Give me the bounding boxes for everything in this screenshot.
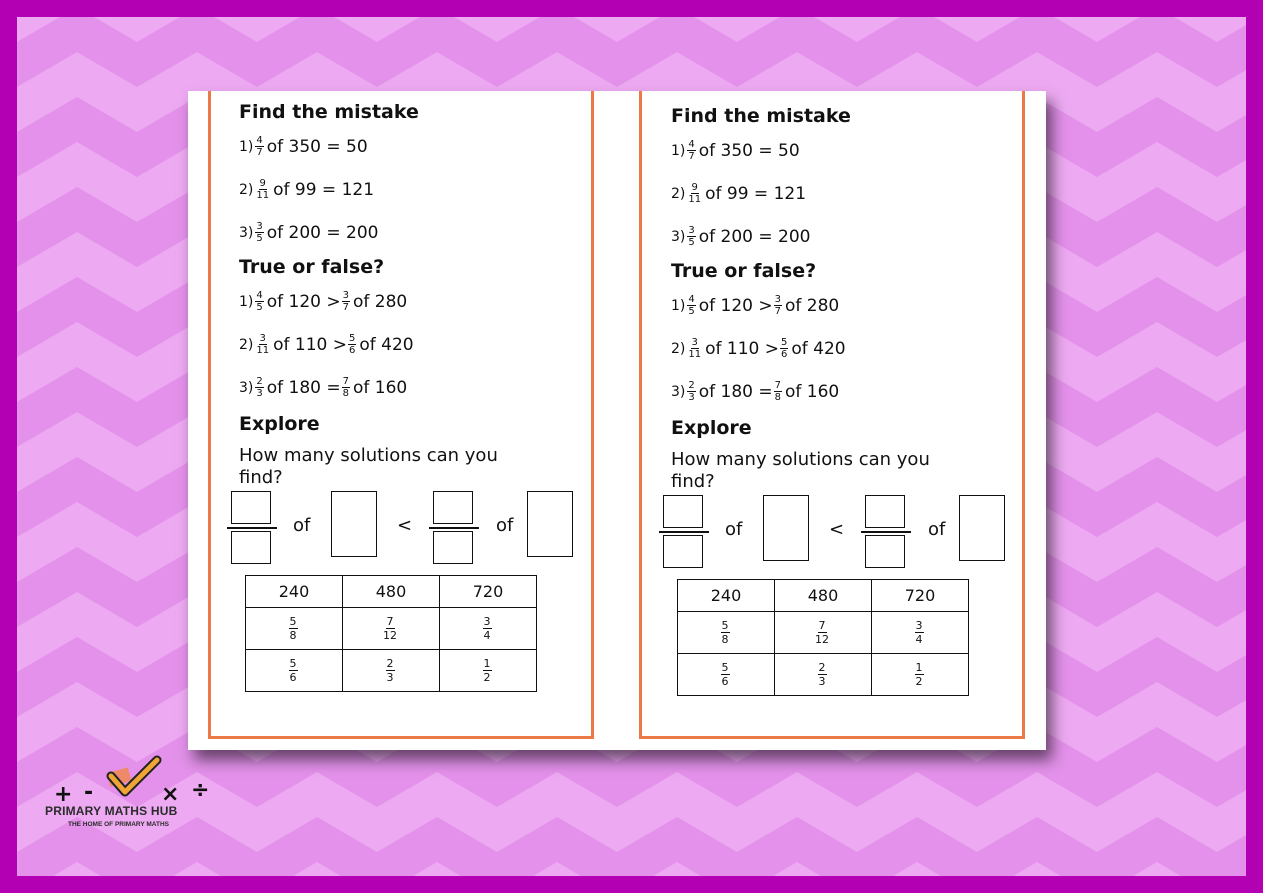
fraction-numerator: 3 [691, 337, 698, 348]
fraction [687, 337, 702, 360]
find-mistake-item [671, 129, 1011, 172]
answer-numerator-box [865, 495, 905, 528]
value-table [245, 575, 537, 692]
fraction-denominator: 8 [342, 388, 350, 399]
item-text: of 99 = 121 [273, 179, 375, 200]
fraction-denominator: 5 [688, 237, 695, 248]
fraction-denominator: 12 [383, 629, 397, 642]
fraction-numerator: 3 [259, 333, 266, 344]
fraction-denominator: 6 [289, 671, 297, 684]
fraction [289, 615, 298, 642]
answer-box [331, 491, 377, 557]
explore-question: How many solutions can you find? [671, 449, 930, 492]
fraction-numerator: 4 [688, 139, 695, 150]
fraction [342, 376, 350, 399]
fraction-comparison-row [227, 491, 579, 571]
of-label: of [293, 515, 311, 536]
fraction-numerator: 1 [915, 661, 923, 674]
fraction-denominator: 5 [256, 302, 263, 313]
item-text: of 180 = [698, 381, 773, 402]
panel-content [671, 103, 1011, 695]
item-number: 3) [671, 228, 686, 245]
find-mistake-heading: Find the mistake [239, 101, 419, 123]
item-text: of 420 [359, 334, 414, 355]
fraction-numerator: 5 [349, 333, 356, 344]
find-mistake-item [671, 172, 1011, 215]
item-text: of 120 > [266, 291, 341, 312]
table-cell [343, 608, 440, 650]
true-or-false-item [671, 284, 1011, 327]
find-mistake-item [239, 125, 579, 168]
answer-box [959, 495, 1005, 561]
table-header-cell: 480 [775, 580, 872, 612]
table-header-row [678, 580, 969, 612]
answer-numerator-box [663, 495, 703, 528]
fraction [915, 619, 924, 646]
table-row [246, 608, 537, 650]
fraction-denominator: 4 [915, 633, 923, 646]
of-label: of [928, 519, 946, 540]
find-mistake-item [671, 215, 1011, 258]
fraction-bar [227, 527, 277, 529]
fraction-numerator: 7 [818, 619, 826, 632]
fraction-numerator: 2 [256, 376, 263, 387]
fraction [721, 619, 730, 646]
panel-content [239, 99, 579, 691]
fraction-denominator: 6 [781, 349, 788, 360]
fraction [255, 333, 270, 356]
answer-denominator-box [663, 535, 703, 568]
fraction-denominator: 11 [688, 349, 702, 360]
fraction-comparison-row [659, 495, 1011, 575]
answer-denominator-box [231, 531, 271, 564]
fraction-numerator: 3 [483, 615, 491, 628]
fraction-bar [429, 527, 479, 529]
item-number: 3) [239, 379, 254, 396]
true-or-false-item [239, 366, 579, 409]
table-cell [246, 650, 343, 692]
minus-icon: - [84, 780, 94, 805]
item-number: 2) [239, 336, 254, 353]
multiply-icon: × [161, 782, 180, 807]
fraction-denominator: 3 [386, 671, 394, 684]
primary-maths-hub-logo [40, 752, 230, 832]
item-text: of 160 [353, 377, 408, 398]
less-than-sign: < [397, 515, 413, 536]
table-cell [775, 612, 872, 654]
fraction-denominator: 11 [688, 194, 702, 205]
item-text: of 99 = 121 [705, 183, 807, 204]
item-text: of 280 [353, 291, 408, 312]
table-cell [440, 608, 537, 650]
item-text: of 200 = 200 [698, 226, 811, 247]
fraction [386, 657, 395, 684]
worksheet-page [188, 91, 1046, 750]
fraction-denominator: 7 [688, 151, 695, 162]
table-cell [775, 654, 872, 696]
item-number: 1) [671, 297, 686, 314]
value-table-wrapper [239, 571, 579, 691]
fraction-numerator: 5 [781, 337, 788, 348]
table-cell [678, 654, 775, 696]
true-or-false-heading: True or false? [671, 260, 817, 282]
item-number: 1) [239, 293, 254, 310]
fraction [687, 294, 695, 317]
fraction [289, 657, 298, 684]
fraction-numerator: 7 [774, 380, 782, 391]
table-header-cell: 480 [343, 576, 440, 608]
fraction-denominator: 3 [256, 388, 263, 399]
fraction [255, 135, 263, 158]
find-mistake-item [239, 168, 579, 211]
fraction [915, 661, 924, 688]
answer-denominator-box [865, 535, 905, 568]
fraction-numerator: 2 [818, 661, 826, 674]
table-row [678, 612, 969, 654]
fraction-numerator: 3 [774, 294, 782, 305]
fraction [721, 661, 730, 688]
fraction-numerator: 5 [721, 661, 729, 674]
explore-question: How many solutions can you find? [239, 445, 498, 488]
find-mistake-item [239, 211, 579, 254]
fraction-numerator: 5 [721, 619, 729, 632]
table-cell [678, 612, 775, 654]
fraction-numerator: 9 [691, 182, 698, 193]
answer-numerator-box [231, 491, 271, 524]
item-number: 2) [239, 181, 254, 198]
logo-tagline: THE HOME OF PRIMARY MATHS [68, 821, 169, 828]
item-number: 2) [671, 185, 686, 202]
fraction-denominator: 5 [688, 306, 695, 317]
true-or-false-item [671, 327, 1011, 370]
fraction-numerator: 2 [688, 380, 695, 391]
fraction-denominator: 7 [774, 306, 782, 317]
fraction-numerator: 1 [483, 657, 491, 670]
fraction-denominator: 3 [818, 675, 826, 688]
item-text: of 160 [785, 381, 840, 402]
true-or-false-item [239, 280, 579, 323]
fraction-denominator: 6 [349, 345, 356, 356]
less-than-sign: < [829, 519, 845, 540]
fraction-bar [861, 531, 911, 533]
fraction-numerator: 7 [386, 615, 394, 628]
plus-icon: + [54, 782, 73, 807]
fraction-denominator: 8 [289, 629, 297, 642]
fraction-numerator: 3 [342, 290, 350, 301]
worksheet-panel-right [639, 91, 1025, 739]
fraction-numerator: 4 [256, 135, 263, 146]
fraction [342, 290, 350, 313]
table-header-cell: 240 [678, 580, 775, 612]
item-number: 2) [671, 340, 686, 357]
item-text: of 200 = 200 [266, 222, 379, 243]
fraction [687, 182, 702, 205]
fraction-numerator: 5 [289, 615, 297, 628]
answer-box [527, 491, 573, 557]
fraction [255, 178, 270, 201]
fraction [687, 380, 695, 403]
fraction [255, 376, 263, 399]
table-cell [872, 612, 969, 654]
fraction-denominator: 6 [721, 675, 729, 688]
table-header-cell: 240 [246, 576, 343, 608]
fraction-denominator: 11 [256, 190, 270, 201]
item-text: of 280 [785, 295, 840, 316]
table-header-row [246, 576, 537, 608]
table-row [678, 654, 969, 696]
fraction-numerator: 3 [256, 221, 263, 232]
item-text: of 110 > [273, 334, 347, 355]
fraction-numerator: 9 [259, 178, 266, 189]
fraction-bar [659, 531, 709, 533]
item-text: of 180 = [266, 377, 341, 398]
table-row [246, 650, 537, 692]
fraction-numerator: 3 [915, 619, 923, 632]
item-number: 1) [671, 142, 686, 159]
fraction-denominator: 12 [815, 633, 829, 646]
item-text: of 110 > [705, 338, 779, 359]
fraction-denominator: 11 [256, 345, 270, 356]
fraction [255, 290, 263, 313]
fraction-denominator: 5 [256, 233, 263, 244]
fraction-denominator: 8 [721, 633, 729, 646]
answer-denominator-box [433, 531, 473, 564]
fraction-numerator: 2 [386, 657, 394, 670]
answer-box [763, 495, 809, 561]
fraction [774, 294, 782, 317]
explore-heading: Explore [239, 413, 320, 435]
fraction [483, 615, 492, 642]
fraction-denominator: 2 [483, 671, 491, 684]
table-cell [872, 654, 969, 696]
fraction [814, 619, 830, 646]
fraction [483, 657, 492, 684]
worksheet-panel-left [208, 91, 594, 739]
true-or-false-heading: True or false? [239, 256, 385, 278]
explore-heading: Explore [671, 417, 752, 439]
fraction-numerator: 3 [688, 225, 695, 236]
fraction [687, 225, 695, 248]
fraction [348, 333, 356, 356]
of-label: of [496, 515, 514, 536]
fraction-numerator: 4 [256, 290, 263, 301]
table-header-cell: 720 [872, 580, 969, 612]
item-number: 3) [239, 224, 254, 241]
fraction [255, 221, 263, 244]
item-number: 3) [671, 383, 686, 400]
fraction-denominator: 7 [342, 302, 350, 313]
fraction-denominator: 4 [483, 629, 491, 642]
table-cell [440, 650, 537, 692]
fraction-numerator: 4 [688, 294, 695, 305]
item-text: of 420 [791, 338, 846, 359]
fraction [818, 661, 827, 688]
divide-icon: ÷ [191, 778, 210, 803]
table-cell [246, 608, 343, 650]
fraction [774, 380, 782, 403]
fraction [687, 139, 695, 162]
item-number: 1) [239, 138, 254, 155]
logo-brand-name: PRIMARY MATHS HUB [45, 804, 178, 818]
true-or-false-item [671, 370, 1011, 413]
table-header-cell: 720 [440, 576, 537, 608]
answer-numerator-box [433, 491, 473, 524]
fraction [780, 337, 788, 360]
fraction-denominator: 8 [774, 392, 782, 403]
fraction-numerator: 7 [342, 376, 350, 387]
checkmark-icon [103, 754, 165, 802]
item-text: of 350 = 50 [266, 136, 368, 157]
value-table [677, 579, 969, 696]
fraction-denominator: 3 [688, 392, 695, 403]
true-or-false-item [239, 323, 579, 366]
item-text: of 350 = 50 [698, 140, 800, 161]
item-text: of 120 > [698, 295, 773, 316]
fraction [382, 615, 398, 642]
find-mistake-heading: Find the mistake [671, 105, 851, 127]
value-table-wrapper [671, 575, 1011, 695]
fraction-denominator: 2 [915, 675, 923, 688]
fraction-denominator: 7 [256, 147, 263, 158]
fraction-numerator: 5 [289, 657, 297, 670]
table-cell [343, 650, 440, 692]
of-label: of [725, 519, 743, 540]
